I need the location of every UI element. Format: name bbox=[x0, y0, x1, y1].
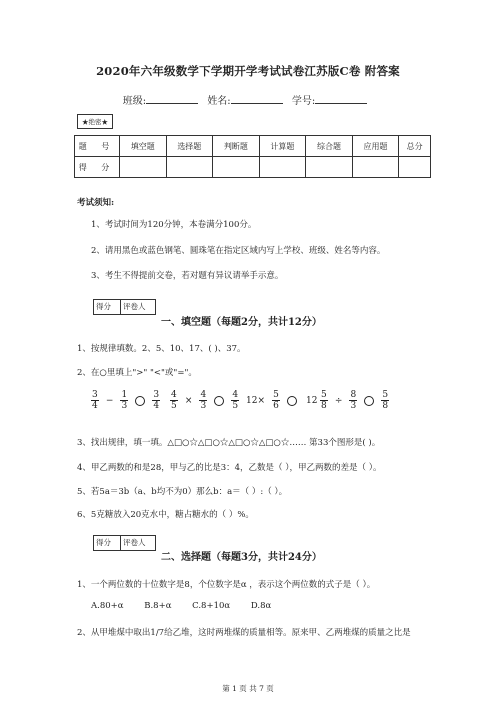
document-title: 2020年六年级数学下学期开学考试试卷江苏版C卷 附答案 bbox=[96, 64, 400, 78]
fraction: $\frac{5}{8}$ bbox=[321, 390, 327, 411]
score-cell bbox=[352, 157, 399, 178]
option-b: B.8+α bbox=[144, 601, 172, 611]
note-item: 3、考生不得提前交卷，若对题有异议请举手示意。 bbox=[91, 271, 284, 281]
grader-score-label: 得分 bbox=[94, 300, 121, 314]
question-1-4: 4、甲乙两数的和是28，甲与乙的比是3：4，乙数是（ ），甲乙两数的差是（ ）。 bbox=[77, 463, 382, 473]
question-1-2: 2、在○里填上">" "<"或"="。 bbox=[77, 368, 197, 378]
fraction: $\frac{4}{5}$ bbox=[232, 390, 239, 411]
option-d: D.8α bbox=[250, 601, 272, 611]
table-cell: 计算题 bbox=[259, 136, 306, 157]
question-2-1: 1、一个两位数的十位数字是8，个位数字是α ，表示这个两位数的式子是（ ）。 bbox=[77, 580, 376, 590]
fraction-compare-a bbox=[91, 390, 160, 411]
fraction-compare-c bbox=[244, 390, 319, 411]
table-cell: 判断题 bbox=[213, 136, 260, 157]
compare-circle[interactable] bbox=[214, 396, 224, 406]
score-cell bbox=[166, 157, 213, 178]
table-cell: 选择题 bbox=[166, 136, 213, 157]
option-a: A.80+α bbox=[91, 601, 124, 611]
table-cell: 题 号 bbox=[75, 136, 120, 157]
option-c: C.8+10α bbox=[192, 601, 231, 611]
page-footer: 第 1 页 共 7 页 bbox=[222, 684, 274, 693]
grader-box bbox=[93, 299, 156, 315]
score-table bbox=[74, 135, 431, 178]
score-cell bbox=[213, 157, 260, 178]
table-cell: 填空题 bbox=[120, 136, 167, 157]
fraction: $\frac{8}{3}$ bbox=[350, 390, 357, 411]
compare-circle[interactable] bbox=[287, 396, 297, 406]
score-table-score-row bbox=[75, 157, 431, 178]
grader-reviewer-label: 评卷人 bbox=[123, 302, 146, 311]
fraction-compare-b bbox=[170, 390, 239, 411]
score-cell bbox=[259, 157, 306, 178]
score-cell bbox=[399, 157, 431, 178]
table-cell: 应用题 bbox=[352, 136, 399, 157]
question-1-3: 3、找出规律，填一填。△□○☆△□○☆△□○☆△□○☆…… 第33个图形是( )。 bbox=[77, 438, 381, 448]
id-label: 学号: bbox=[291, 96, 316, 107]
compare-circle[interactable] bbox=[135, 396, 145, 406]
name-label: 姓名: bbox=[207, 96, 231, 107]
score-cell bbox=[120, 157, 167, 178]
expression-prefix: 12× bbox=[246, 395, 265, 406]
grader-reviewer-label: 评卷人 bbox=[123, 538, 146, 547]
secret-stamp: ★绝密★ bbox=[77, 114, 113, 129]
score-cell bbox=[306, 157, 353, 178]
fraction: $\frac{4}{5}$ bbox=[171, 390, 177, 411]
fraction: $\frac{5}{8}$ bbox=[382, 390, 389, 411]
fraction: $\frac{3}{4}$ bbox=[153, 390, 160, 411]
question-2-1-options bbox=[91, 601, 271, 611]
note-item: 1、考试时间为120分钟，本卷满分100分。 bbox=[91, 220, 257, 230]
compare-circle[interactable] bbox=[364, 396, 374, 406]
student-info-line bbox=[0, 92, 496, 107]
class-blank bbox=[146, 93, 198, 104]
id-blank bbox=[315, 93, 367, 104]
grader-box bbox=[93, 535, 156, 551]
fraction: $\frac{1}{3}$ bbox=[121, 390, 128, 411]
divide-sign: ÷ bbox=[334, 395, 343, 406]
expression-value: 12 bbox=[306, 395, 318, 406]
minus-sign: − bbox=[105, 395, 114, 406]
section2-title: 二、选择题（每题3分，共计24分） bbox=[161, 552, 322, 563]
table-cell: 得 分 bbox=[75, 157, 120, 178]
fraction: $\frac{4}{3}$ bbox=[200, 390, 207, 411]
class-label: 班级: bbox=[122, 96, 147, 107]
table-cell: 综合题 bbox=[306, 136, 353, 157]
fraction: $\frac{5}{6}$ bbox=[273, 390, 279, 411]
fraction-compare-d bbox=[320, 390, 389, 411]
notes-heading: 考试须知: bbox=[77, 198, 115, 208]
section1-title: 一、填空题（每题2分，共计12分） bbox=[161, 317, 322, 328]
question-2-2: 2、从甲堆煤中取出1/7给乙堆，这时两堆煤的质量相等。原来甲、乙两堆煤的质量之比是 bbox=[77, 628, 411, 638]
question-1-1: 1、按规律填数。2、5、10、17、( )、37。 bbox=[77, 344, 246, 354]
question-1-6: 6、5克糖放入20克水中，糖占糖水的（ ）%。 bbox=[77, 510, 254, 520]
fraction: $\frac{3}{4}$ bbox=[92, 390, 98, 411]
name-blank bbox=[231, 93, 283, 104]
note-item: 2、请用黑色或蓝色钢笔、圆珠笔在指定区域内写上学校、班级、姓名等内容。 bbox=[91, 246, 386, 256]
times-sign: × bbox=[184, 395, 193, 406]
score-table-header-row bbox=[75, 136, 431, 157]
table-cell: 总分 bbox=[399, 136, 431, 157]
grader-score-label: 得分 bbox=[94, 536, 121, 550]
question-1-5: 5、若5a＝3b（a、b均不为0）那么b：a＝（ ）:（ ）。 bbox=[77, 487, 288, 497]
